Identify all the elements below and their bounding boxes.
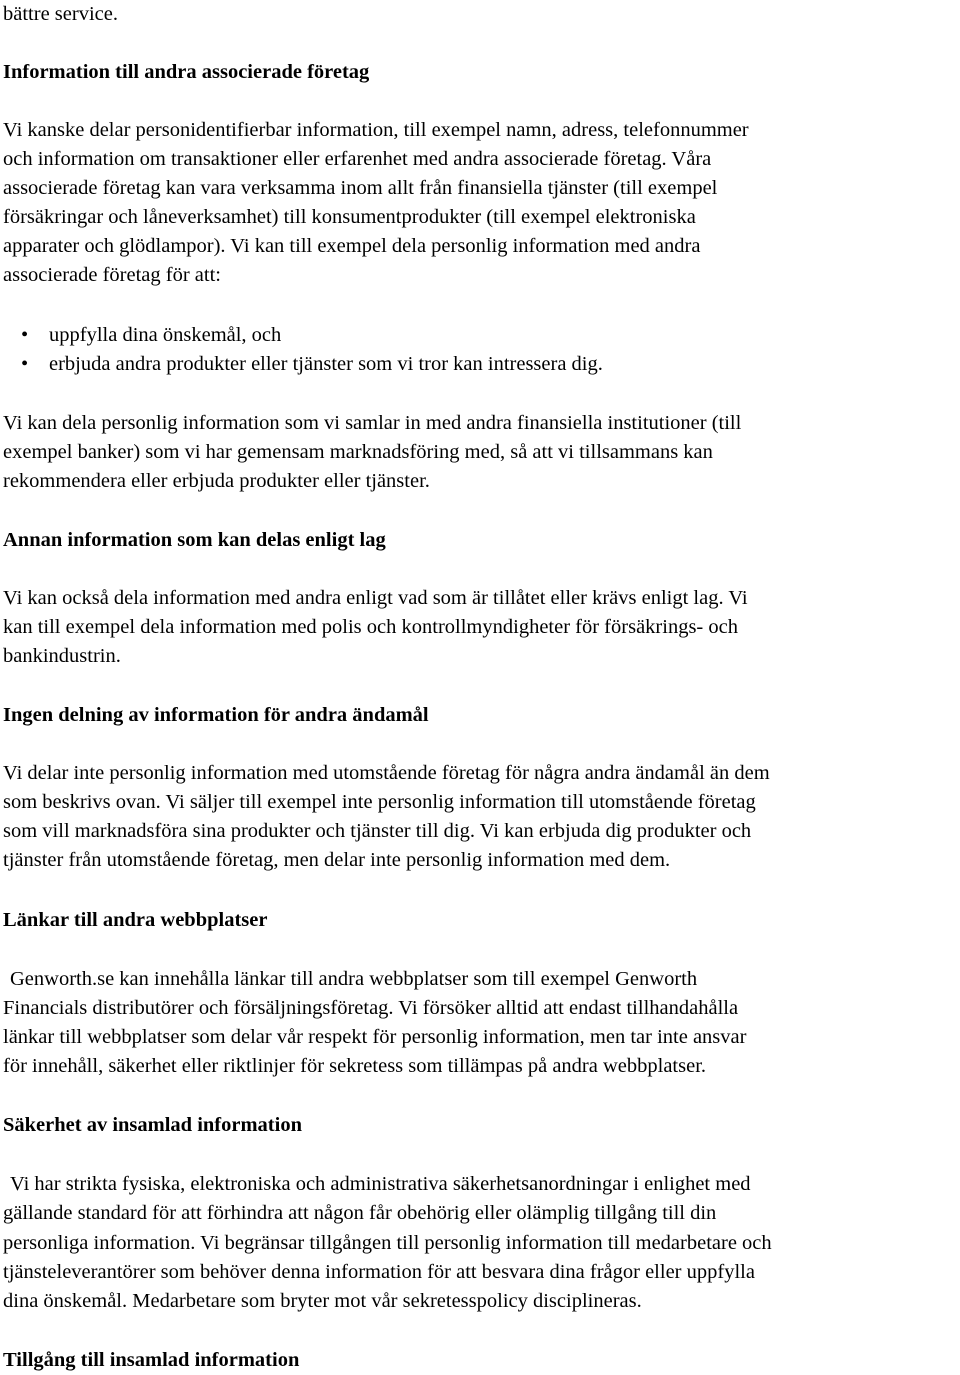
- heading-tillgang: Tillgång till insamlad information: [3, 1349, 300, 1371]
- paragraph-line: Vi har strikta fysiska, elektroniska och administrativa säkerhetsanordningar i enlighet med: [10, 1173, 751, 1195]
- heading-associerade-foretag: Information till andra associerade företag: [3, 61, 370, 83]
- heading-lankar: Länkar till andra webbplatser: [3, 909, 268, 931]
- paragraph-line: länkar till webbplatser som delar vår respekt för personlig information, men tar inte ansvar: [3, 1026, 747, 1048]
- paragraph-line: tjänster från utomstående företag, men delar inte personlig information med dem.: [3, 849, 671, 871]
- paragraph-line: Financials distributörer och försäljningsföretag. Vi försöker alltid att endast tillhandahålla: [3, 997, 739, 1019]
- paragraph-line: bankindustrin.: [3, 645, 121, 667]
- bullet-icon: •: [21, 324, 29, 346]
- paragraph-line: exempel banker) som vi har gemensam marknadsföring med, så att vi tillsammans kan: [3, 441, 713, 463]
- heading-sakerhet: Säkerhet av insamlad information: [3, 1114, 302, 1136]
- intro-tail-text: bättre service.: [3, 3, 118, 25]
- paragraph-line: Vi kanske delar personidentifierbar information, till exempel namn, adress, telefonnummer: [3, 119, 749, 141]
- paragraph-line: tjänsteleverantörer som behöver denna information för att besvara dina frågor eller uppfylla: [3, 1261, 755, 1283]
- paragraph-line: rekommendera eller erbjuda produkter eller tjänster.: [3, 470, 430, 492]
- list-item-text: uppfylla dina önskemål, och: [49, 324, 282, 346]
- heading-ingen-delning: Ingen delning av information för andra ändamål: [3, 704, 429, 726]
- paragraph-line: som beskrivs ovan. Vi säljer till exempel inte personlig information till utomstående företag: [3, 791, 756, 813]
- paragraph-line: associerade företag kan vara verksamma inom allt från finansiella tjänster (till exempel: [3, 177, 718, 199]
- paragraph-line: Vi delar inte personlig information med utomstående företag för några andra ändamål än dem: [3, 762, 770, 784]
- paragraph-line: Vi kan också dela information med andra enligt vad som är tillåtet eller krävs enligt lag. Vi: [3, 587, 748, 609]
- paragraph-line: apparater och glödlampor). Vi kan till exempel dela personlig information med andra: [3, 235, 701, 257]
- paragraph-line: som vill marknadsföra sina produkter och tjänster till dig. Vi kan erbjuda dig produkter och: [3, 820, 752, 842]
- paragraph-line: Vi kan dela personlig information som vi samlar in med andra finansiella institutioner (till: [3, 412, 742, 434]
- list-item: [21, 321, 281, 350]
- paragraph-line: och information om transaktioner eller erfarenhet med andra associerade företag. Våra: [3, 148, 712, 170]
- bullet-icon: •: [21, 353, 29, 375]
- heading-annan-information: Annan information som kan delas enligt lag: [3, 529, 386, 551]
- paragraph-line: Genworth.se kan innehålla länkar till andra webbplatser som till exempel Genworth: [10, 968, 698, 990]
- list-item: [21, 350, 603, 379]
- paragraph-line: dina önskemål. Medarbetare som bryter mot vår sekretesspolicy disciplineras.: [3, 1290, 642, 1312]
- list-item-text: erbjuda andra produkter eller tjänster som vi tror kan intressera dig.: [49, 353, 603, 375]
- paragraph-line: associerade företag för att:: [3, 264, 221, 286]
- paragraph-line: personliga information. Vi begränsar tillgången till personlig information till medarbetare och: [3, 1232, 772, 1254]
- paragraph-line: försäkringar och låneverksamhet) till konsumentprodukter (till exempel elektroniska: [3, 206, 696, 228]
- paragraph-line: kan till exempel dela information med polis och kontrollmyndigheter för försäkrings- och: [3, 616, 738, 638]
- paragraph-line: för innehåll, säkerhet eller riktlinjer för sekretess som tillämpas på andra webbplatser.: [3, 1055, 707, 1077]
- paragraph-line: gällande standard för att förhindra att någon får obehörig eller olämplig tillgång till din: [3, 1202, 717, 1224]
